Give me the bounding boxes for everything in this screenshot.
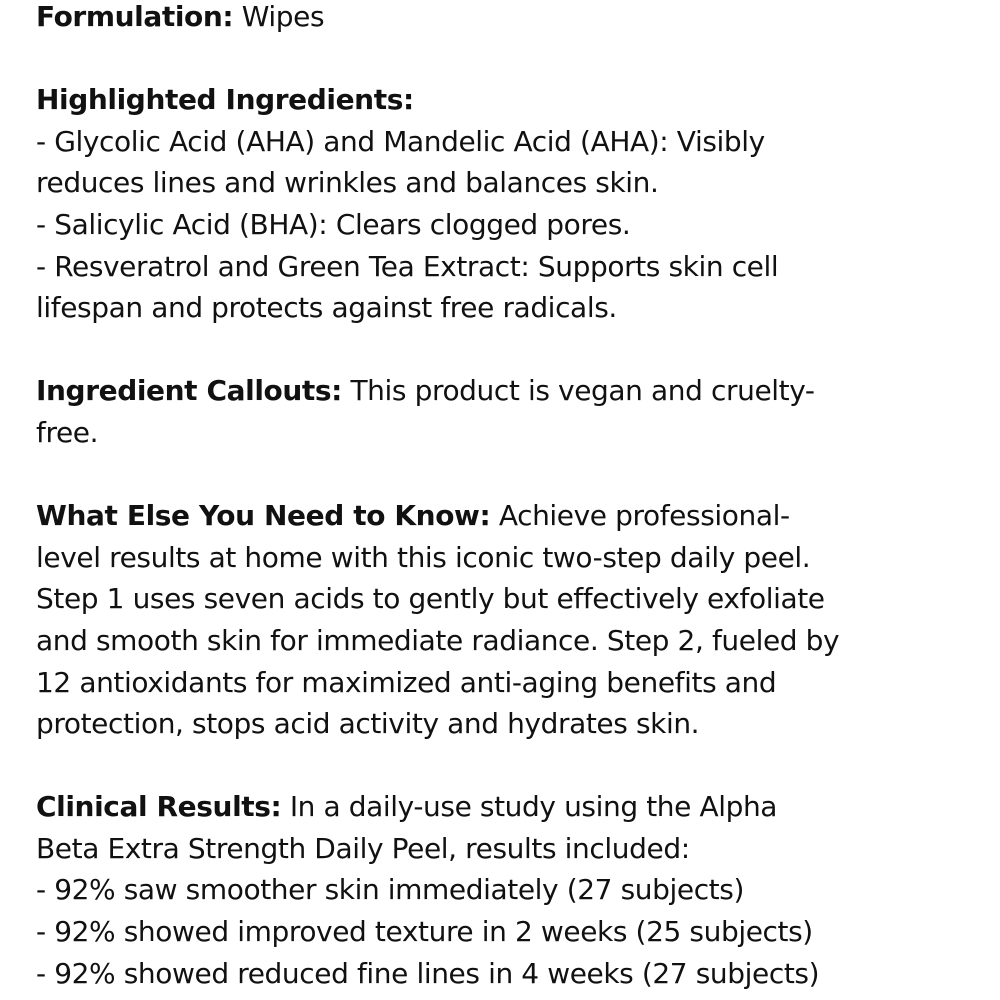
spacer — [36, 329, 976, 371]
clinical-results-text: In a daily-use study using the Alpha — [281, 790, 778, 824]
need-to-know-line — [36, 495, 976, 537]
spacer — [36, 745, 976, 787]
need-to-know-text-line: protection, stops acid activity and hydrates skin. — [36, 707, 700, 741]
highlighted-ingredient-line: - Glycolic Acid (AHA) and Mandelic Acid (AHA): Visibly — [36, 124, 765, 158]
clinical-results-text-line: Beta Extra Strength Daily Peel, results included: — [36, 831, 690, 865]
clinical-result-item: - 92% showed improved texture in 2 weeks (25 subjects) — [36, 915, 813, 949]
need-to-know-text-line: and smooth skin for immediate radiance. Step 2, fueled by — [36, 623, 840, 657]
clinical-result-item: - 92% saw smoother skin immediately (27 subjects) — [36, 873, 744, 907]
formulation-value: Wipes — [233, 0, 325, 33]
highlighted-ingredient-line: reduces lines and wrinkles and balances skin. — [36, 166, 659, 200]
spacer — [36, 454, 976, 496]
highlighted-ingredients-heading: Highlighted Ingredients: — [36, 83, 414, 117]
ingredient-callouts-label: Ingredient Callouts: — [36, 374, 342, 408]
need-to-know-text-line: level results at home with this iconic two-step daily peel. — [36, 540, 811, 574]
highlighted-ingredient-line: - Resveratrol and Green Tea Extract: Supports skin cell — [36, 249, 779, 283]
ingredient-callouts-text-continued: free. — [36, 415, 99, 449]
highlighted-ingredient-line: lifespan and protects against free radicals. — [36, 291, 617, 325]
need-to-know-label: What Else You Need to Know: — [36, 499, 491, 533]
ingredient-callouts-line — [36, 370, 976, 412]
need-to-know-text-line: Step 1 uses seven acids to gently but effectively exfoliate — [36, 582, 825, 616]
formulation-label: Formulation: — [36, 0, 234, 33]
spacer — [36, 38, 976, 80]
clinical-results-line — [36, 786, 976, 828]
clinical-result-item: - 92% showed reduced fine lines in 4 weeks (27 subjects) — [36, 956, 820, 990]
ingredient-callouts-text: This product is vegan and cruelty- — [341, 374, 815, 408]
need-to-know-text: Achieve professional- — [490, 499, 790, 533]
clinical-results-label: Clinical Results: — [36, 790, 282, 824]
highlighted-ingredient-line: - Salicylic Acid (BHA): Clears clogged pores. — [36, 207, 631, 241]
product-details — [36, 0, 976, 994]
need-to-know-text-line: 12 antioxidants for maximized anti-aging benefits and — [36, 665, 777, 699]
formulation-line — [36, 0, 976, 38]
